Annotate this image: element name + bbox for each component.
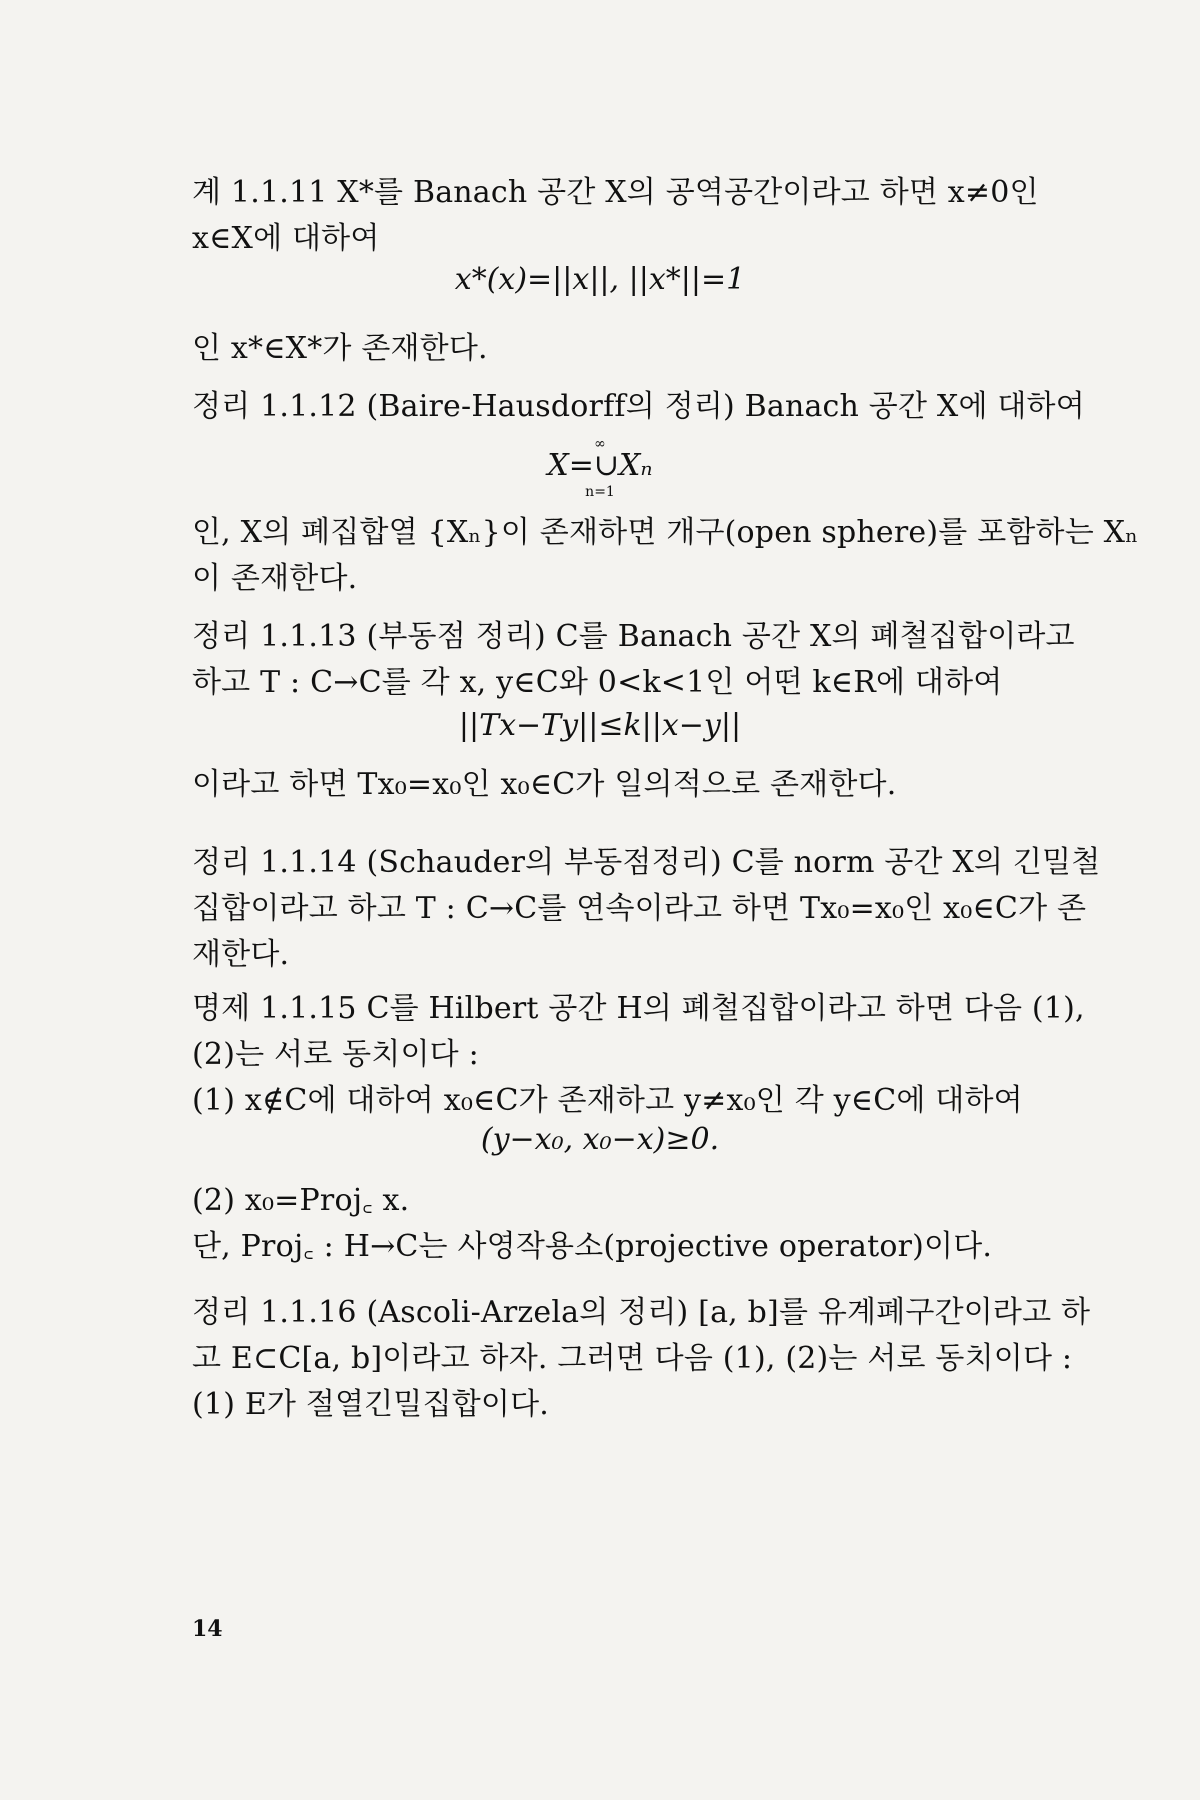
formula: ||Tx−Ty||≤k||x−y|| <box>458 708 742 743</box>
text-block <box>192 762 1052 808</box>
text-line: 명제 1.1.15 C를 Hilbert 공간 H의 폐철집합이라고 하면 다음 (1), <box>192 991 1085 1026</box>
text-line: 고 E⊂C[a, b]이라고 하자. 그러면 다음 (1), (2)는 서로 동치이다 : <box>192 1341 1073 1376</box>
text-line: 정리 1.1.16 (Ascoli-Arzela의 정리) [a, b]를 유계폐구간이라고 하 <box>192 1295 1091 1330</box>
text-line: 재한다. <box>192 937 290 972</box>
text-block <box>192 1178 1052 1270</box>
text-line: 인 x*∈X*가 존재한다. <box>192 331 488 366</box>
text-line: 인, X의 폐집합열 {Xₙ}이 존재하면 개구(open sphere)를 포함하는 Xₙ <box>192 515 1139 550</box>
theorem-1-1-12 <box>192 384 1085 430</box>
text-line: x∈X에 대하여 <box>192 221 380 256</box>
formula: x*(x)=||x||, ||x*||=1 <box>454 262 746 297</box>
text-line: 이 존재한다. <box>192 561 358 596</box>
theorem-1-1-14 <box>192 840 1101 978</box>
text-line: 하고 T : C→C를 각 x, y∈C와 0<k<1인 어떤 k∈R에 대하여 <box>192 665 1003 700</box>
text-line: (2)는 서로 동치이다 : <box>192 1037 479 1072</box>
text-block <box>192 510 1139 602</box>
theorem-1-1-16 <box>192 1290 1091 1428</box>
theorem-1-1-13 <box>192 614 1075 706</box>
text-line: 계 1.1.11 X*를 Banach 공간 X의 공역공간이라고 하면 x≠0인 <box>192 175 1039 210</box>
formula: X=∪Xₙ <box>547 448 653 483</box>
formula: (y−x₀, x₀−x)≥0. <box>480 1122 720 1157</box>
text-line: 이라고 하면 Tx₀=x₀인 x₀∈C가 일의적으로 존재한다. <box>192 767 897 802</box>
text-line: 집합이라고 하고 T : C→C를 연속이라고 하면 Tx₀=x₀인 x₀∈C가 존 <box>192 891 1087 926</box>
text-line: (1) E가 절열긴밀집합이다. <box>192 1387 550 1422</box>
corollary-1-1-11 <box>192 170 1052 262</box>
text-line: (1) x∉C에 대하여 x₀∈C가 존재하고 y≠x₀인 각 y∈C에 대하여 <box>192 1083 1023 1118</box>
text-line: (2) x₀=Proj꜀ x. <box>192 1183 410 1218</box>
text-line: 정리 1.1.12 (Baire-Hausdorff의 정리) Banach 공간 X에 대하여 <box>192 389 1085 424</box>
text-line: 정리 1.1.13 (부동점 정리) C를 Banach 공간 X의 폐철집합이라고 <box>192 619 1075 654</box>
formula-upper-limit: ∞ <box>594 436 606 452</box>
page-number: 14 <box>192 1616 223 1642</box>
formula-lower-limit: n=1 <box>585 484 615 500</box>
text-block <box>192 326 1052 372</box>
proposition-1-1-15 <box>192 986 1085 1124</box>
text-line: 단, Proj꜀ : H→C는 사영작용소(projective operator)이다. <box>192 1229 993 1264</box>
text-line: 정리 1.1.14 (Schauder의 부동점정리) C를 norm 공간 X의 긴밀철 <box>192 845 1101 880</box>
